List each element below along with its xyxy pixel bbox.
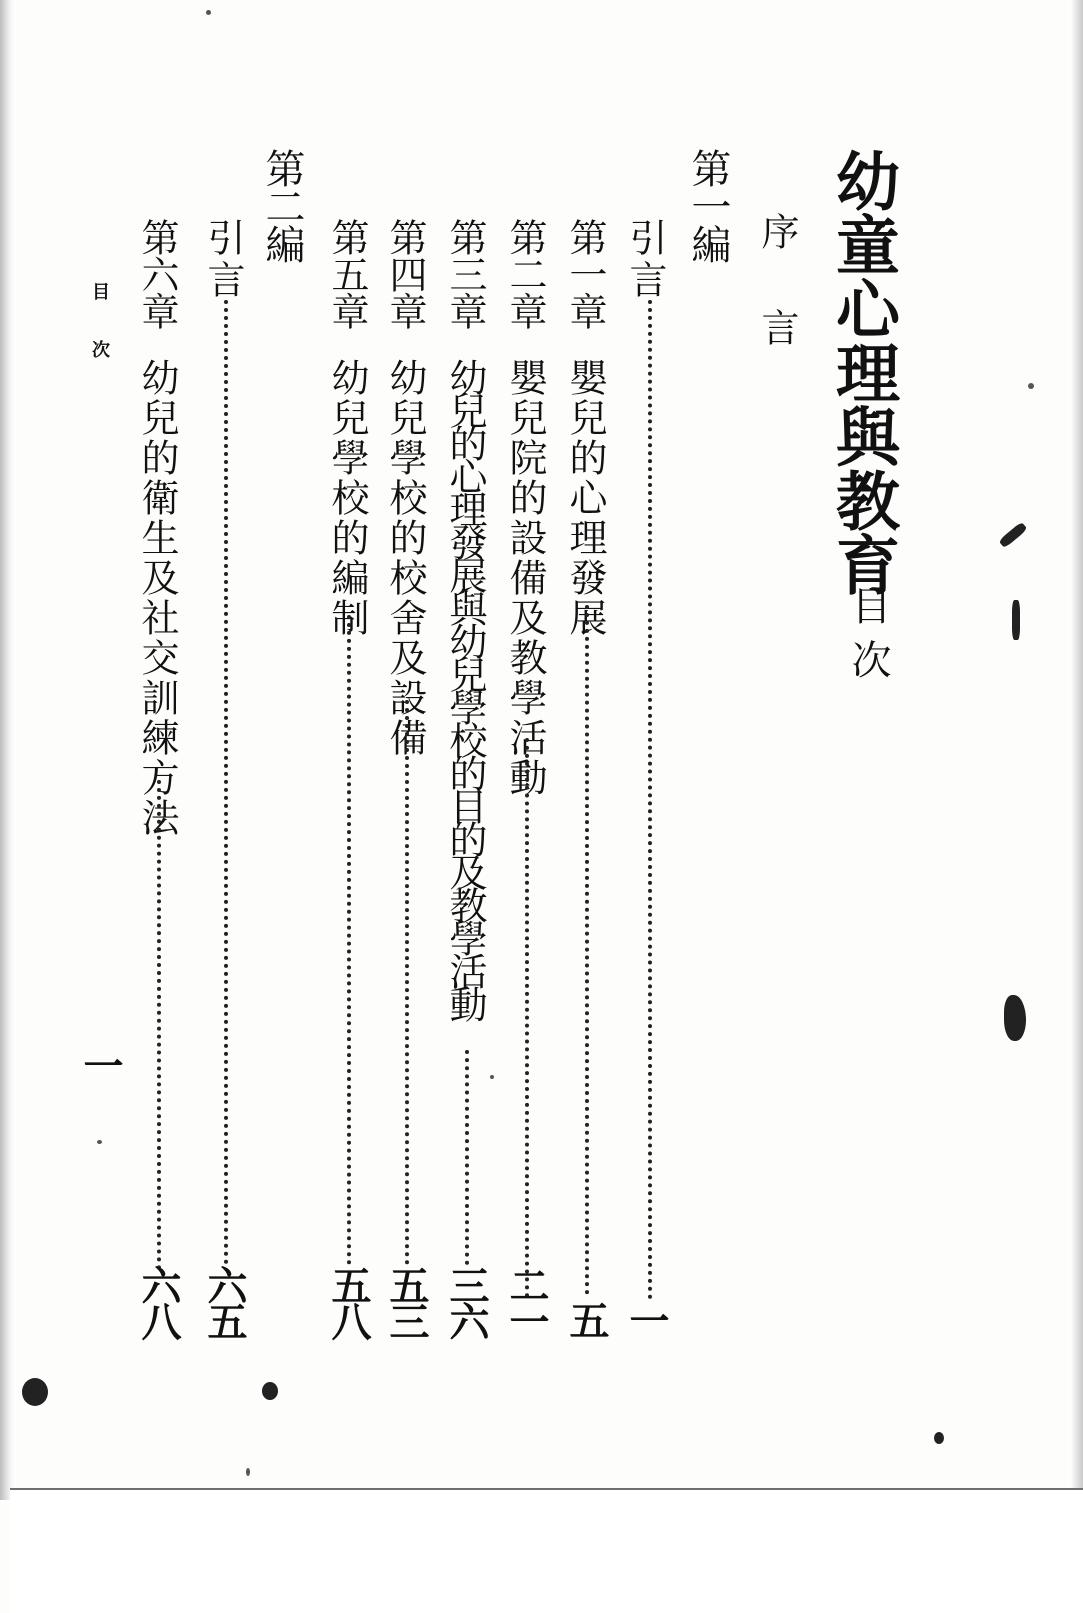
scan-speck	[1028, 383, 1034, 389]
page-number: 五	[563, 1300, 610, 1336]
ink-blot	[22, 1378, 48, 1406]
part-one-heading: 第一編	[685, 148, 731, 262]
leader-dots	[585, 605, 589, 1295]
part-one-intro-label: 引言	[623, 218, 667, 302]
ink-blot	[998, 522, 1027, 549]
preface-entry: 序 言	[755, 212, 799, 356]
leader-dots	[465, 1050, 469, 1265]
ink-blot	[1012, 600, 1020, 640]
leader-dots	[347, 615, 351, 1265]
ink-blot	[262, 1382, 278, 1400]
page-number: 三六	[443, 1265, 490, 1337]
page-number: 二一	[503, 1265, 550, 1337]
chapter-title: 幼兒的心理發展與幼兒學校的目的及教學活動	[443, 358, 487, 1018]
chapter-number: 第一章	[563, 218, 607, 329]
part-two-heading: 第二編	[259, 148, 305, 262]
scan-shadow-right	[1071, 0, 1083, 1500]
scan-speck	[206, 10, 211, 15]
chapter-number: 第三章	[443, 218, 487, 329]
chapter-title: 幼兒的衛生及社交訓練方法	[135, 358, 179, 838]
leader-dots	[405, 700, 409, 1265]
leader-dots	[224, 300, 228, 1265]
scan-speck	[97, 1140, 102, 1144]
chapter-title: 幼兒學校的校舍及設備	[383, 358, 427, 758]
ink-blot	[1004, 995, 1026, 1041]
scan-bottom-margin	[10, 1488, 1083, 1613]
running-head: 目次	[89, 282, 110, 398]
page-number: 六五	[201, 1265, 248, 1337]
part-two-intro-label: 引言	[201, 218, 245, 302]
page-number: 一	[623, 1300, 670, 1336]
chapter-number: 第二章	[503, 218, 547, 329]
chapter-number: 第五章	[325, 218, 369, 329]
chapter-number: 第六章	[135, 218, 179, 329]
leader-dots	[525, 738, 529, 1298]
scan-shadow-left	[0, 0, 14, 1500]
scan-speck	[246, 1468, 250, 1476]
page-number: 六八	[135, 1265, 182, 1337]
folio-number: 一	[77, 1045, 124, 1085]
chapter-title: 幼兒學校的編制	[325, 358, 369, 638]
leader-dots	[648, 300, 652, 1300]
book-title: 幼童心理與教育	[825, 148, 900, 596]
scan-speck	[490, 1075, 494, 1079]
page-number: 五三	[383, 1265, 430, 1337]
chapter-title: 嬰兒的心理發展	[563, 358, 607, 638]
page-number: 五八	[325, 1265, 372, 1337]
chapter-number: 第四章	[383, 218, 427, 329]
chapter-title: 嬰兒院的設備及教學活動	[503, 358, 547, 798]
leader-dots	[157, 780, 161, 1270]
toc-heading: 目次	[845, 585, 891, 693]
ink-blot	[934, 1432, 944, 1444]
